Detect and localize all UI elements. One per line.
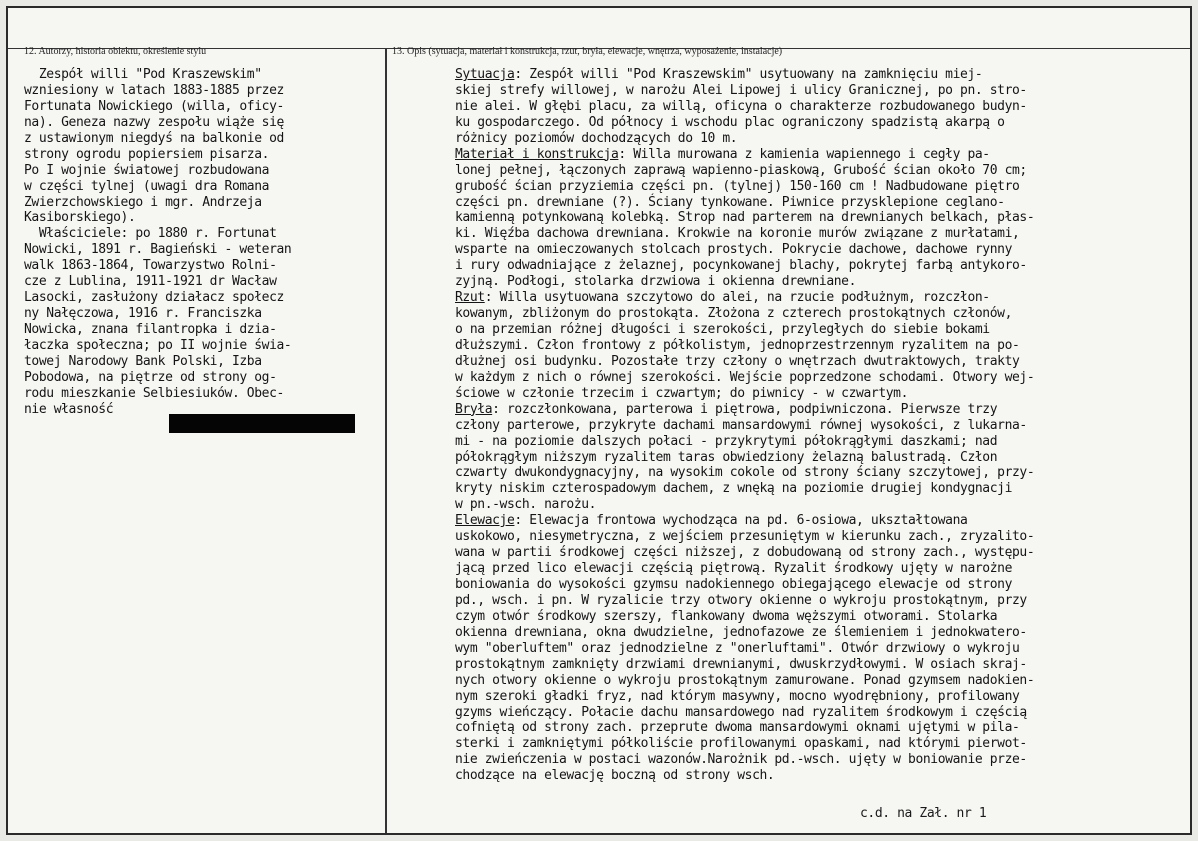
text-segment: ku gospodarczego. Od północy i wschodu plac ograniczony spadzistą akarpą o [455, 114, 1005, 130]
text-segment: chodzące na elewację boczną od strony wsch. [455, 768, 775, 784]
text-segment: nym szeroki gładki fryz, nad którym masywny, mocno wyodrębniony, profilowany [455, 688, 1020, 704]
text-segment: ki. Więźba dachowa drewniana. Krokwie na koronie murów związane z murłatami, [455, 226, 1020, 242]
text-segment: człony parterowe, przykryte dachami mansardowymi równej wysokości, z lukarna- [455, 417, 1027, 433]
text-segment: : Elewacja frontowa wychodząca na pd. 6-osiowa, ukształtowana [514, 513, 968, 529]
text-line [455, 338, 1034, 354]
text-line: Fortunata Nowickiego (willa, oficy- [24, 98, 284, 114]
text-line: cze z Lublina, 1911-1921 dr Wacław [24, 274, 277, 290]
text-line [455, 322, 1034, 338]
text-line [455, 258, 1034, 274]
text-line [455, 115, 1034, 131]
text-segment: kryty niskim czterospadowym dachem, z wnęką na poziomie drugiej kondygnacji [455, 481, 1012, 497]
text-segment: : Willa murowana z kamienia wapiennego i cegły pa- [618, 146, 990, 162]
text-segment: różnicy poziomów dochodzących do 10 m. [455, 130, 738, 146]
text-segment: : rozczłonkowana, parterowa i piętrowa, podpiwniczona. Pierwsze trzy [492, 401, 998, 417]
text-line [455, 163, 1034, 179]
text-line [455, 210, 1034, 226]
text-segment: skiej strefy willowej, w narożu Alei Lipowej i ulicy Granicznej, po pn. stro- [455, 82, 1027, 98]
text-segment: cofniętą od strony zach. przeprute dwoma mansardowymi oknami ujętymi w pila- [455, 720, 1020, 736]
text-line [455, 657, 1034, 673]
text-line [455, 577, 1034, 593]
section-heading: Rzut [455, 290, 485, 306]
text-segment: mi - na poziomie dalszych połaci - przykrytymi półokrągłymi daszkami; nad [455, 433, 998, 449]
text-line: Pobodowa, na piętrze od strony og- [24, 369, 277, 385]
text-line: Nowicki, 1891 r. Bagieński - weteran [24, 242, 292, 258]
text-line [455, 481, 1034, 497]
section-12-header: 12. Autorzy, historia obiektu, określenie stylu [24, 46, 207, 57]
text-line: Zwierzchowskiego i mgr. Andrzeja [24, 194, 262, 210]
text-segment: części pn. drewniane (?). Ściany tynkowane. Piwnice przysklepione ceglano- [455, 194, 1005, 210]
text-line: walk 1863-1864, Towarzystwo Rolni- [24, 258, 277, 274]
text-line [455, 226, 1034, 242]
text-segment: wsparte na omieczowanych stolcach prostych. Pokrycie dachowe, dachowe rynny [455, 242, 1012, 258]
text-segment: w pn.-wsch. narożu. [455, 497, 597, 513]
text-line: Lasocki, zasłużony działacz społecz [24, 290, 284, 306]
text-segment: o na przemian różnej długości i szerokości, przyległych do siebie bokami [455, 322, 990, 337]
text-line [455, 242, 1034, 258]
text-line [455, 179, 1034, 195]
text-segment: półokrągłym niższym ryzalitem taras obwiedziony żelazną balustradą. Człon [455, 449, 998, 465]
text-line [455, 402, 1034, 418]
text-line: wzniesiony w latach 1883-1885 przez [24, 82, 284, 98]
text-segment: : Willa usytuowana szczytowo do alei, na rzucie podłużnym, rozczłon- [484, 290, 990, 306]
text-segment: w każdym z nich o równej szerokości. Wejście poprzedzone schodami. Otwory wej- [455, 369, 1035, 385]
text-line [455, 386, 1034, 402]
history-text [24, 67, 291, 418]
text-segment: pd., wsch. i pn. W ryzalicie trzy otwory okienne o wykroju prostokątnym, przy [455, 592, 1027, 608]
text-line [455, 274, 1034, 290]
text-line: towej Narodowy Bank Polski, Izba [24, 353, 262, 369]
text-line [455, 593, 1034, 609]
text-line [455, 529, 1034, 545]
text-line: Kasiborskiego). [24, 210, 136, 226]
text-line [455, 450, 1034, 466]
text-line [455, 545, 1034, 561]
description-text [455, 67, 1034, 784]
text-segment: wana w partii środkowej części niższej, z dobudowaną od strony zach., występu- [455, 545, 1035, 561]
text-line [455, 513, 1034, 529]
text-segment: czym otwór środkowy szerszy, flankowany dwoma węższymi otworami. Stolarka [455, 608, 998, 624]
text-line [455, 290, 1034, 306]
text-line [455, 131, 1034, 147]
text-segment: nie alei. W głębi placu, za willą, oficyna o charakterze rozbudowanego budyn- [455, 98, 1027, 114]
text-segment: kamienną potynkowaną kolebką. Strop nad parterem na drewnianych belkach, płas- [455, 210, 1035, 226]
text-segment: wym "oberluftem" oraz jednodzielne z "onerluftami". Otwór drzwiowy o wykroju [455, 640, 1020, 656]
section-heading: Elewacje [455, 513, 515, 529]
text-segment: sterki i zamkniętymi półkoliście profilowanymi opaskami, nad którymi pierwot- [455, 736, 1027, 752]
text-line [455, 67, 1034, 83]
text-line [455, 736, 1034, 752]
text-line [455, 306, 1034, 322]
text-line [455, 418, 1034, 434]
text-segment: okienna drewniana, okna dwudzielne, jednofazowe ze ślemieniem i jednokwatero- [455, 624, 1027, 640]
section-heading: Sytuacja [455, 67, 515, 82]
text-line [455, 673, 1034, 689]
text-segment: gzyms wieńczący. Połacie dachu mansardowego nad ryzalitem środkowym i częścią [455, 704, 1027, 720]
text-line [455, 689, 1034, 705]
text-line [455, 625, 1034, 641]
text-line: nie własność [24, 401, 114, 417]
text-segment: dłużnej osi budynku. Pozostałe trzy człony o wnętrzach dwutraktowych, trakty [455, 353, 1020, 369]
text-line [455, 465, 1034, 481]
text-line: Zespół willi "Pod Kraszewskim" [24, 67, 262, 82]
text-line: Po I wojnie światowej rozbudowana [24, 162, 270, 178]
section-13-header: 13. Opis (sytuacja, materiał i konstrukcja, rzut, bryła, elewacje, wnętrza, wyposażenie, instalacje) [392, 46, 783, 57]
text-segment: zyjną. Podłogi, stolarka drzwiowa i okienna drewniane. [455, 274, 857, 290]
section-heading: Materiał i konstrukcja [455, 146, 619, 162]
text-segment: nych otwory okienne o wykroju prostokątnym zamurowane. Ponad gzymsem nadokien- [455, 672, 1035, 688]
text-segment: boniowania do wysokości gzymsu nadokiennego obiegającego elewacje od strony [455, 577, 1012, 592]
text-line: łaczka społeczna; po II wojnie świa- [24, 337, 292, 353]
text-segment: dłuższymi. Człon frontowy z półkolistym, jednoprzestrzennym ryzalitem na po- [455, 337, 1020, 353]
text-line [455, 354, 1034, 370]
text-line [455, 705, 1034, 721]
text-segment: uskokowo, niesymetryczna, z wejściem przesuniętym w kierunku zach., zryzalito- [455, 529, 1035, 545]
text-line: Nowicka, znana filantropka i dzia- [24, 322, 277, 337]
text-line [455, 561, 1034, 577]
text-line: z ustawionym niegdyś na balkonie od [24, 130, 284, 146]
text-line [455, 147, 1034, 163]
text-segment: : Zespół willi "Pod Kraszewskim" usytuowany na zamknięciu miej- [514, 67, 983, 82]
text-segment: nie zwieńczenia w postaci wazonów.Narożnik pd.-wsch. ujęty w boniowanie prze- [455, 752, 1027, 768]
text-line [455, 497, 1034, 513]
text-line: rodu mieszkanie Selbiesiuków. Obec- [24, 385, 284, 401]
column-divider [385, 48, 387, 833]
text-segment: jącą przed lico elewacji częścią piętrową. Ryzalit środkowy ujęty w narożne [455, 561, 1012, 577]
text-line: na). Geneza nazwy zespołu wiąże się [24, 114, 284, 130]
text-line [455, 370, 1034, 386]
text-line [455, 768, 1034, 784]
text-line: w części tylnej (uwagi dra Romana [24, 178, 270, 194]
text-line [455, 83, 1034, 99]
text-line: Właściciele: po 1880 r. Fortunat [24, 226, 277, 242]
text-segment: i rury odwadniające z żelaznej, pocynkowanej blachy, pokrytej farbą antykoro- [455, 258, 1027, 274]
text-segment: kowanym, zbliżonym do prostokąta. Złożona z czterech prostokątnych członów, [455, 306, 1012, 322]
text-line [455, 195, 1034, 211]
text-line [455, 434, 1034, 450]
redacted-owner [169, 414, 355, 433]
text-line: ny Nałęczowa, 1916 r. Franciszka [24, 306, 262, 322]
text-line: strony ogrodu popiersiem pisarza. [24, 146, 270, 162]
text-segment: grubość ścian przyziemia części pn. (tylnej) 150-160 cm ! Nadbudowane piętro [455, 178, 1020, 194]
text-line [455, 752, 1034, 768]
section-heading: Bryła [455, 401, 493, 417]
continuation-note: c.d. na Zał. nr 1 [860, 806, 987, 821]
text-line [455, 99, 1034, 115]
text-segment: lonej pełnej, łączonych zaprawą wapienno-piaskową, Grubość ścian około 70 cm; [455, 162, 1027, 178]
text-line [455, 609, 1034, 625]
text-segment: czwarty dwukondygnacyjny, na wysokim cokole od strony ściany szczytowej, przy- [455, 465, 1035, 481]
text-segment: prostokątnym zamknięty drzwiami drewnianymi, dwuskrzydłowymi. W osiach skraj- [455, 656, 1027, 672]
text-line [455, 641, 1034, 657]
text-line [455, 720, 1034, 736]
text-segment: ściowe w członie trzecim i czwartym; do piwnicy - w czwartym. [455, 385, 909, 401]
